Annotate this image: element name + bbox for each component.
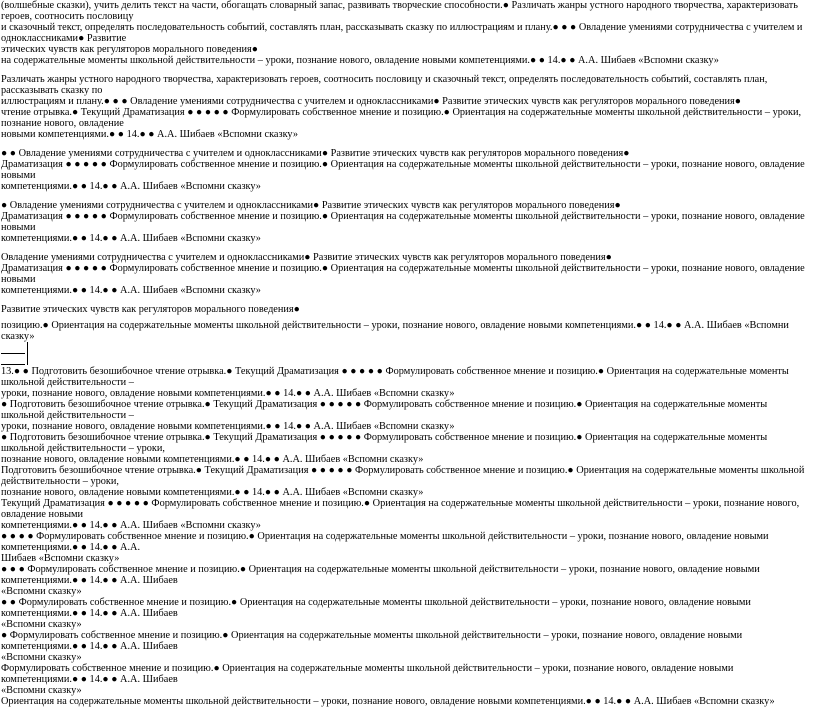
- vertical-rule: [27, 342, 28, 365]
- table-cell-fragment: [1, 342, 41, 366]
- text-block-6: [1, 304, 813, 342]
- text-line: ● ● Формулировать собственное мнение и позицию.● Ориентация на содержательные моменты школьной действительности – уроки, познание нового, овладение новыми компетенциями.● ● 14.● ● А.А. Шибаев: [1, 597, 751, 619]
- text-line: новыми компетенциями.● ● 14.● ● А.А. Шибаев «Вспомни сказку»: [1, 129, 298, 140]
- text-line: на содержательные моменты школьной действительности – уроки, познание нового, овладение новыми компетенциями.● ● 14.● ● А.А. Шибаев «Вспомни сказку»: [1, 55, 719, 66]
- text-line: «Вспомни сказку»: [1, 685, 82, 696]
- text-line: Формулировать собственное мнение и позицию.● Ориентация на содержательные моменты школьной действительности – уроки, познание нового, овладение новыми компетенциями.● ● 14.● ● А.А. Шибаев: [1, 663, 734, 685]
- text-line: иллюстрациям и плану.● ● ● Овладение умениями сотрудничества с учителем и одноклассниками● Развитие этических чувств как регуляторов морального поведения●: [1, 96, 742, 107]
- text-line: 13.● ● Подготовить безошибочное чтение отрывка.● Текущий Драматизация ● ● ● ● ● Формулировать собственное мнение и позицию.● Ориентация на содержательные моменты школьной действительности –: [1, 366, 789, 388]
- text-line: «Вспомни сказку»: [1, 586, 82, 597]
- text-line: познание нового, овладение новыми компетенциями.● ● 14.● ● А.А. Шибаев «Вспомни сказку»: [1, 454, 424, 465]
- text-line: (волшебные сказки), учить делить текст на части, обогащать словарный запас, развивать творческие способности.● Различать жанры устного народного творчества, характеризовать героев, соотносить пословицу: [1, 0, 799, 22]
- text-line: «Вспомни сказку»: [1, 652, 82, 663]
- text-line: ● ● ● Формулировать собственное мнение и позицию.● Ориентация на содержательные моменты школьной действительности – уроки, познание нового, овладение новыми компетенциями.● ● 14.● ● А.А. Шибаев: [1, 564, 760, 586]
- text-line: компетенциями.● ● 14.● ● А.А. Шибаев «Вспомни сказку»: [1, 233, 261, 244]
- text-line: компетенциями.● ● 14.● ● А.А. Шибаев «Вспомни сказку»: [1, 285, 261, 296]
- text-line: Текущий Драматизация ● ● ● ● ● Формулировать собственное мнение и позицию.● Ориентация на содержательные моменты школьной действительности – уроки, познание нового, овладение новыми: [1, 498, 800, 520]
- text-line: Драматизация ● ● ● ● ● Формулировать собственное мнение и позицию.● Ориентация на содержательные моменты школьной действительности – уроки, познание нового, овладение новыми: [1, 159, 805, 181]
- text-line: Драматизация ● ● ● ● ● Формулировать собственное мнение и позицию.● Ориентация на содержательные моменты школьной действительности – уроки, познание нового, овладение новыми: [1, 211, 805, 233]
- horizontal-rule: [1, 364, 25, 365]
- text-line: компетенциями.● ● 14.● ● А.А. Шибаев «Вспомни сказку»: [1, 181, 261, 192]
- text-block-2: [1, 74, 813, 140]
- text-line: компетенциями.● ● 14.● ● А.А. Шибаев «Вспомни сказку»: [1, 520, 261, 531]
- text-line: Подготовить безошибочное чтение отрывка.● Текущий Драматизация ● ● ● ● ● Формулировать собственное мнение и позицию.● Ориентация на содержательные моменты школьной действительности – уроки,: [1, 465, 805, 487]
- text-line: Развитие этических чувств как регуляторов морального поведения●: [1, 304, 300, 315]
- text-line: ● Овладение умениями сотрудничества с учителем и одноклассниками● Развитие этических чувств как регуляторов морального поведения●: [1, 200, 621, 211]
- text-line: Драматизация ● ● ● ● ● Формулировать собственное мнение и позицию.● Ориентация на содержательные моменты школьной действительности – уроки, познание нового, овладение новыми: [1, 263, 805, 285]
- text-line: Овладение умениями сотрудничества с учителем и одноклассниками● Развитие этических чувств как регуляторов морального поведения●: [1, 252, 612, 263]
- text-line: Ориентация на содержательные моменты школьной действительности – уроки, познание нового, овладение новыми компетенциями.● ● 14.● ● А.А. Шибаев «Вспомни сказку»: [1, 696, 775, 707]
- text-line: Различать жанры устного народного творчества, характеризовать героев, соотносить пословицу и сказочный текст, определять последовательность событий, составлять план, рассказывать сказку по: [1, 74, 768, 96]
- text-line: Шибаев «Вспомни сказку»: [1, 553, 120, 564]
- text-line: ● ● ● ● Формулировать собственное мнение и позицию.● Ориентация на содержательные моменты школьной действительности – уроки, познание нового, овладение новыми компетенциями.● ● 14.● ● А.А.: [1, 531, 769, 553]
- horizontal-rule: [1, 353, 25, 354]
- text-line: позицию.● Ориентация на содержательные моменты школьной действительности – уроки, познание нового, овладение новыми компетенциями.● ● 14.● ● А.А. Шибаев «Вспомни сказку»: [1, 320, 789, 342]
- text-line: чтение отрывка.● Текущий Драматизация ● ● ● ● ● Формулировать собственное мнение и позицию.● Ориентация на содержательные моменты школьной действительности – уроки, познание нового, овладение: [1, 107, 802, 129]
- text-block-3: [1, 148, 813, 192]
- text-line: и сказочный текст, определять последовательность событий, составлять план, рассказывать сказку по иллюстрациям и плану.● ● ● Овладение умениями сотрудничества с учителем и одноклассниками● Развитие: [1, 22, 803, 44]
- text-line: уроки, познание нового, овладение новыми компетенциями.● ● 14.● ● А.А. Шибаев «Вспомни сказку»: [1, 421, 455, 432]
- text-block-5: [1, 252, 813, 296]
- text-block-7: [1, 366, 813, 707]
- text-line: «Вспомни сказку»: [1, 619, 82, 630]
- text-line: познание нового, овладение новыми компетенциями.● ● 14.● ● А.А. Шибаев «Вспомни сказку»: [1, 487, 424, 498]
- text-block-1: [1, 0, 813, 66]
- text-line: ● Формулировать собственное мнение и позицию.● Ориентация на содержательные моменты школьной действительности – уроки, познание нового, овладение новыми компетенциями.● ● 14.● ● А.А. Шибаев: [1, 630, 743, 652]
- text-line: ● ● Овладение умениями сотрудничества с учителем и одноклассниками● Развитие этических чувств как регуляторов морального поведения●: [1, 148, 630, 159]
- text-line: этических чувств как регуляторов морального поведения●: [1, 44, 258, 55]
- text-block-4: [1, 200, 813, 244]
- text-line: уроки, познание нового, овладение новыми компетенциями.● ● 14.● ● А.А. Шибаев «Вспомни сказку»: [1, 388, 455, 399]
- text-line: ● Подготовить безошибочное чтение отрывка.● Текущий Драматизация ● ● ● ● ● Формулировать собственное мнение и позицию.● Ориентация на содержательные моменты школьной действительности – уроки,: [1, 432, 768, 454]
- text-line: ● Подготовить безошибочное чтение отрывка.● Текущий Драматизация ● ● ● ● ● Формулировать собственное мнение и позицию.● Ориентация на содержательные моменты школьной действительности –: [1, 399, 768, 421]
